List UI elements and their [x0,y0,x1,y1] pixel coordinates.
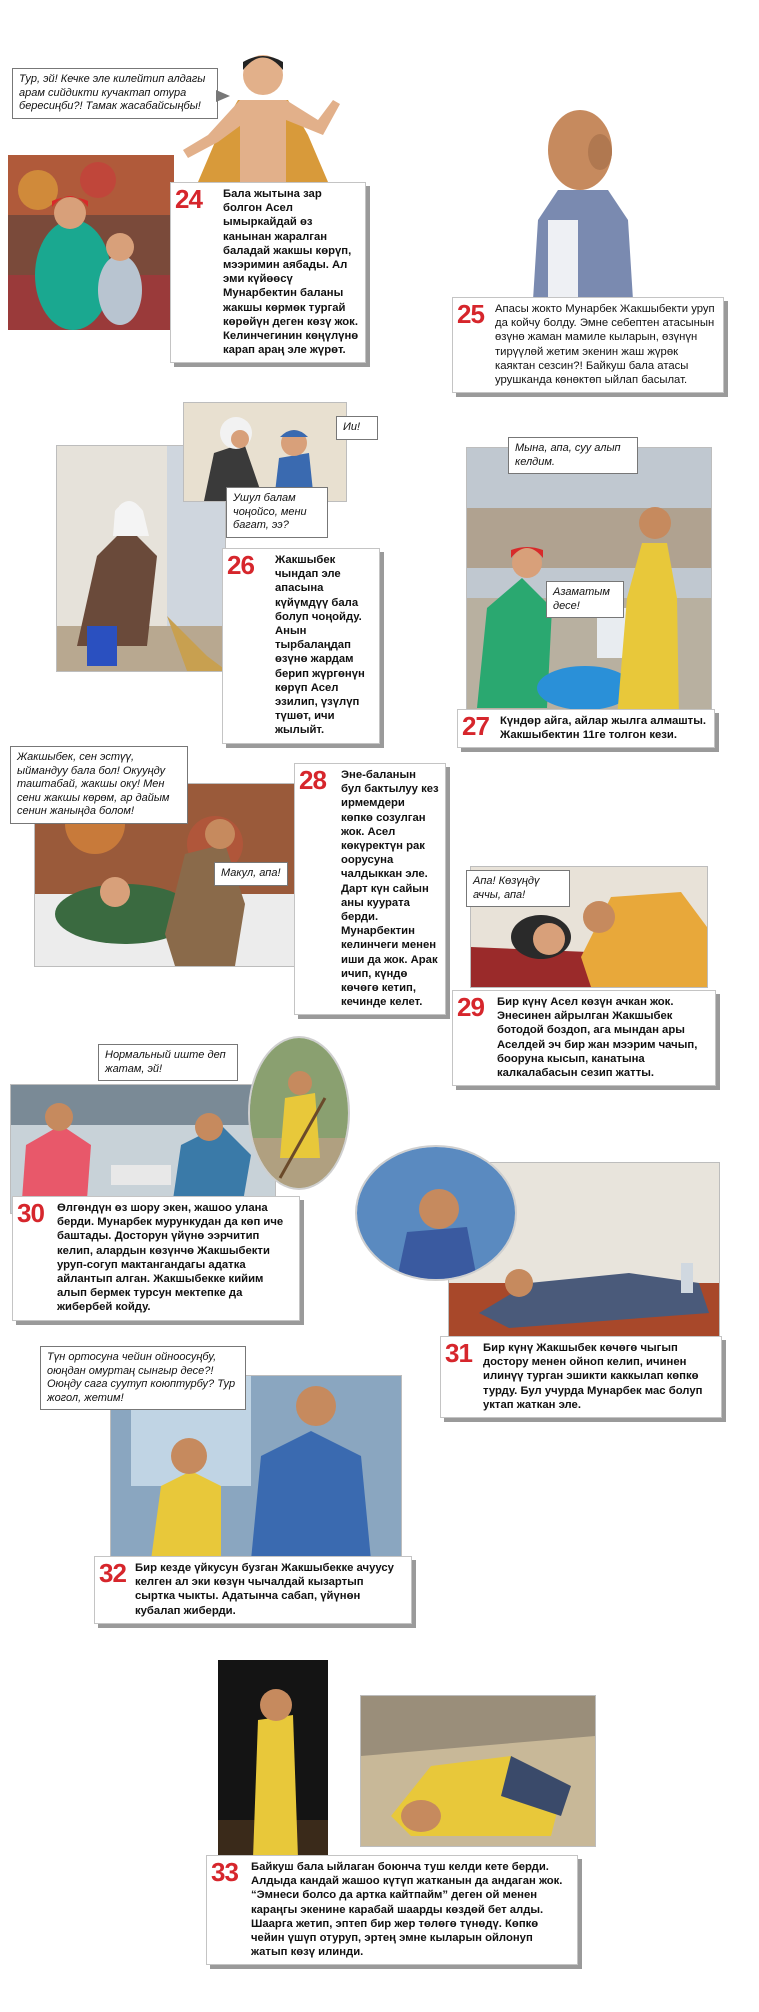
caption-32 [94,1556,412,1624]
speech-bubble-26b: Ушул балам чоңойсо, мени багат, ээ? [226,487,328,538]
caption-30 [12,1196,300,1321]
panel-number-29: 29 [457,992,484,1022]
caption-31 [440,1336,722,1418]
photo-30-boy-shovel [248,1036,350,1190]
panel-number-31: 31 [445,1338,472,1368]
photo-33-night [218,1660,328,1858]
panel-number-28: 28 [299,765,326,795]
caption-28 [294,763,446,1015]
caption-text-30: Өлгөндүн өз шору экен, жашоо улана берди. Мунарбек мурункудан да көп иче баштады. Досторун үйүнө ээрчитип келип, алардын көзүнчө Жакшыбекти уруп-согуп мактангандагы адатка айлантып алган. Жакшыбекке кийим алып бермек турсун мектепке да жибербей койду. [57,1202,284,1314]
caption-26 [222,548,380,744]
panel-number-27: 27 [462,711,489,741]
panel-number-24: 24 [175,184,202,214]
caption-24 [170,182,366,363]
speech-bubble-28a: Жакшыбек, сен эстүү, ыймандуу бала бол! Окууңду таштабай, жакшы оку! Мен сени жакшы көрөм, ар дайым сенин жаныңда болом! [10,746,188,824]
speech-bubble-27b: Азаматым десе! [546,581,624,618]
panel-number-25: 25 [457,299,484,329]
speech-bubble-26a: Ии! [336,416,378,440]
caption-27 [457,709,715,748]
caption-text-25: Апасы жокто Мунарбек Жакшыбекти уруп да койчу болду. Эмне себептен атасынын өзүнө жаман мамиле кыларын, өзүнүн тирүүлөй жетим экенин жаш жүрөк каяктан сезсин?! Байкуш бала атасы урушканда көнөктөп ыйлап басылат. [495,303,715,387]
caption-29 [452,990,716,1086]
speech-bubble-29: Апа! Көзүңдү аччы, апа! [466,870,570,907]
caption-text-24: Бала жытына зар болгон Асел ымыркайдай өз канынан жаралган баладай жакшы көрүп, мээримин аябады. Ал эми күйөөсү Мунарбектин баланы жакшы көрмөк тургай көрөйүн деген көзү жок. Келинчегинин көңүлүнө карап араң эле жүрөт. [223,188,359,357]
photo-31-boy-window [355,1145,517,1281]
speech-bubble-24: Тур, эй! Кечке эле килейтип алдагы арам сийдикти кучактап отура бересиңби?! Тамак жасабайсыңбы! [12,68,218,119]
caption-text-32: Бир кезде үйкусун бузган Жакшыбекке ачуусу келген ал эки көзүн чычалдай кызартып сыртка чыкты. Адатынча сабап, үйүнөн кубалап жиберди. [135,1562,394,1617]
caption-25 [452,297,724,393]
photo-25-crying-boy [518,70,642,300]
caption-33 [206,1855,578,1965]
caption-text-33: Байкуш бала ыйлаган боюнча туш келди кете берди. Алдыда кандай жашоо күтүп жатканын да андаган жок. “Эмнеси болсо да артка кайтпайм” деген ой менен караңгы экенине карабай шаарды көздөй бет алды. Шаарга жетип, эптеп бир жер төлөгө түнөдү. Көпкө чейин үшүп отуруп, эртең эмне кыларын ойлонуп жатып көзү илинди. [251,1861,563,1959]
photo-24-family [8,155,174,330]
caption-text-28: Эне-баланын бул бактылуу кез ирмемдери көпкө созулган жок. Асел көкүректүн рак оорусуна чалдыккан эле. Дарт күн сайын аны куурата берди. Мунарбектин келинчеги менен иши да жок. Арак ичип, күндө көчөгө кетип, кечинде келет. [341,769,439,1009]
speech-bubble-27a: Мына, апа, суу алып келдим. [508,437,638,474]
caption-text-31: Бир күнү Жакшыбек көчөгө чыгып достору менен ойноп келип, ичинен илинүү турган эшикти каккылап көпкө турду. Бул учурда Мунарбек мас болуп уктап жаткан эле. [483,1342,703,1411]
panel-number-30: 30 [17,1198,44,1228]
photo-30-drinking [10,1084,276,1214]
speech-bubble-28b: Макул, апа! [214,862,288,886]
caption-text-26: Жакшыбек чындап эле апасына күйүмдүү бала болуп чоңойду. Анын тырбалаңдап өзүнө жардам берип жүргөнүн көрүп Асел эзилип, үзүлүп түшөт, ичи жылыйт. [275,554,365,737]
panel-number-32: 32 [99,1558,126,1588]
photo-33-basement [360,1695,596,1847]
caption-text-29: Бир күнү Асел көзүн ачкан жок. Энесинен айрылган Жакшыбек ботодой боздоп, ага мындан ары Аселдей эч бир жан мээрим чачып, бооруна кысып, канатына калкалабасын сезип жатты. [497,996,698,1080]
caption-text-27: Күндөр айга, айлар жылга алмашты. Жакшыбектин 11ге толгон кези. [500,715,706,742]
panel-number-33: 33 [211,1857,238,1887]
panel-number-26: 26 [227,550,254,580]
speech-bubble-32: Түн ортосуна чейин ойноосуңбу, оюңдан омуртаң сынгыр десе?! Оюңду сага суутуп коюптурбу? Тур жогол, жетим! [40,1346,246,1410]
speech-bubble-30: Нормальный иште деп жатам, эй! [98,1044,238,1081]
